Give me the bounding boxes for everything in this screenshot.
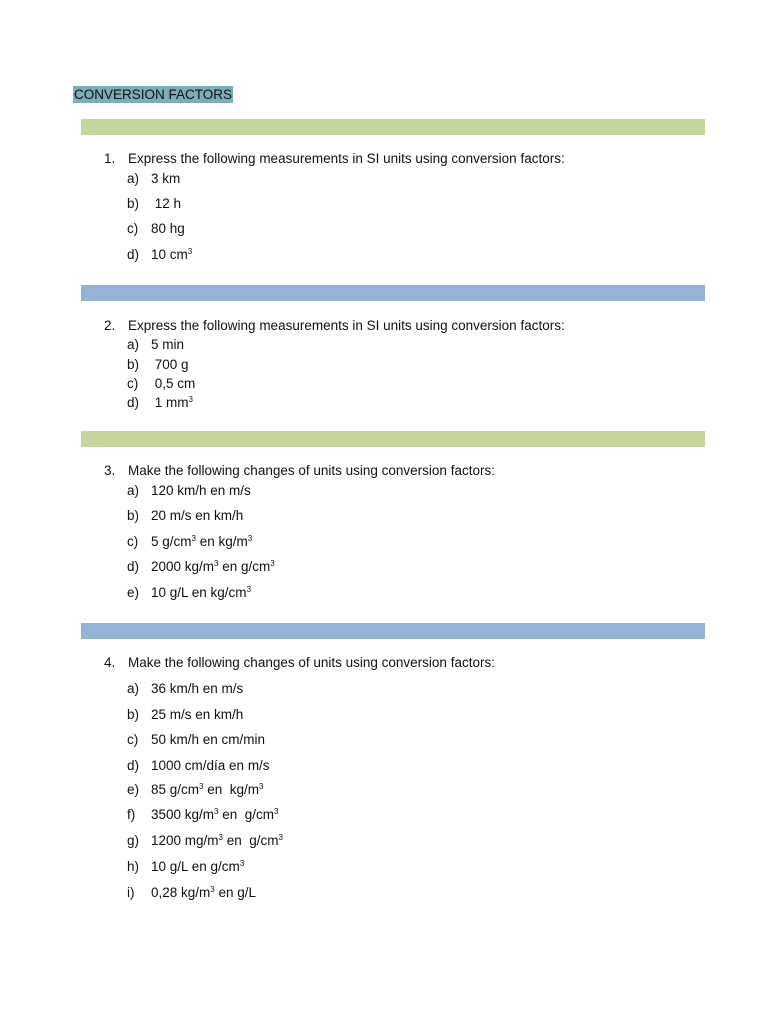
- item-letter: c): [127, 376, 139, 391]
- item-letter: b): [127, 508, 140, 523]
- superscript: 3: [218, 833, 223, 842]
- item-text: 10 g/L en kg/cm: [151, 585, 247, 600]
- item-text: 700 g: [151, 357, 189, 372]
- list-item: [127, 246, 192, 264]
- list-item: [127, 584, 251, 602]
- question-number: 4.: [104, 655, 116, 670]
- superscript: 3: [214, 807, 219, 816]
- list-item: [127, 507, 243, 525]
- superscript: 3: [199, 782, 204, 791]
- item-text: 0,5 cm: [151, 376, 196, 391]
- list-item: [127, 170, 180, 188]
- item-letter: c): [127, 221, 139, 236]
- item-letter: e): [127, 585, 140, 600]
- item-text-tail: en g/L: [214, 885, 257, 900]
- question-number: 1.: [104, 151, 116, 166]
- list-item: [127, 806, 278, 824]
- item-text: 10 g/L en g/cm: [151, 859, 240, 874]
- item-text: 85 g/cm: [151, 782, 200, 797]
- item-text: 120 km/h en m/s: [151, 483, 251, 498]
- question-4: [104, 654, 495, 672]
- item-letter: b): [127, 357, 140, 372]
- item-text: 1 mm: [151, 395, 189, 410]
- superscript: 3: [270, 559, 275, 568]
- list-item: [127, 394, 193, 412]
- list-item: [127, 533, 252, 551]
- item-letter: a): [127, 171, 140, 186]
- list-item: [127, 706, 243, 724]
- question-1: [104, 150, 565, 168]
- superscript: 3: [210, 885, 215, 894]
- superscript: 3: [274, 807, 279, 816]
- question-text: Make the following changes of units using conversion factors:: [128, 463, 495, 478]
- list-item: [127, 757, 270, 775]
- item-letter: a): [127, 337, 140, 352]
- item-letter: d): [127, 559, 140, 574]
- list-item: [127, 195, 181, 213]
- item-letter: d): [127, 395, 140, 410]
- item-letter: c): [127, 534, 139, 549]
- item-text-tail: en g/cm: [223, 833, 279, 848]
- section-divider-blue: [81, 285, 705, 301]
- question-text: Make the following changes of units using conversion factors:: [128, 655, 495, 670]
- item-text: 2000 kg/m: [151, 559, 215, 574]
- list-item: [127, 832, 283, 850]
- question-3: [104, 462, 495, 480]
- question-number: 2.: [104, 318, 116, 333]
- item-text-tail: en g/cm: [218, 807, 275, 822]
- item-letter: d): [127, 247, 140, 262]
- page-title: CONVERSION FACTORS: [74, 87, 233, 102]
- superscript: 3: [187, 247, 193, 256]
- item-text-tail: en g/cm: [218, 559, 271, 574]
- item-text: 25 m/s en km/h: [151, 707, 244, 722]
- item-text: 5 g/cm: [151, 534, 192, 549]
- item-letter: b): [127, 707, 140, 722]
- item-text: 3 km: [151, 171, 181, 186]
- superscript: 3: [188, 395, 193, 404]
- section-divider-blue: [81, 623, 705, 639]
- item-text-tail: en kg/m: [195, 534, 248, 549]
- list-item: [127, 356, 189, 374]
- item-letter: b): [127, 196, 140, 211]
- item-text: 80 hg: [151, 221, 185, 236]
- item-letter: c): [127, 732, 139, 747]
- list-item: [127, 336, 184, 354]
- item-text: 0,28 kg/m: [151, 885, 211, 900]
- superscript: 3: [214, 559, 219, 568]
- item-text: 50 km/h en cm/min: [151, 732, 266, 747]
- item-text: 10 cm: [151, 247, 188, 262]
- item-letter: e): [127, 782, 140, 797]
- question-number: 3.: [104, 463, 116, 478]
- item-letter: h): [127, 859, 140, 874]
- question-2: [104, 317, 565, 335]
- item-text: 3500 kg/m: [151, 807, 215, 822]
- section-divider-green: [81, 119, 705, 135]
- list-item: [127, 731, 265, 749]
- list-item: [127, 220, 185, 238]
- item-text: 1200 mg/m: [151, 833, 219, 848]
- list-item: [127, 884, 256, 902]
- superscript: 3: [246, 585, 252, 594]
- item-letter: f): [127, 807, 136, 822]
- list-item: [127, 558, 275, 576]
- list-item: [127, 781, 263, 799]
- item-letter: g): [127, 833, 140, 848]
- item-letter: i): [127, 885, 135, 900]
- item-text: 20 m/s en km/h: [151, 508, 244, 523]
- item-text: 12 h: [151, 196, 182, 211]
- section-divider-green: [81, 431, 705, 447]
- question-text: Express the following measurements in SI units using conversion factors:: [128, 151, 565, 166]
- superscript: 3: [259, 782, 264, 791]
- list-item: [127, 375, 195, 393]
- item-letter: a): [127, 681, 140, 696]
- item-letter: a): [127, 483, 140, 498]
- list-item: [127, 482, 251, 500]
- list-item: [127, 858, 244, 876]
- item-text: 1000 cm/día en m/s: [151, 758, 270, 773]
- item-text: 36 km/h en m/s: [151, 681, 244, 696]
- superscript: 3: [247, 534, 253, 543]
- item-letter: d): [127, 758, 140, 773]
- superscript: 3: [191, 534, 196, 543]
- superscript: 3: [239, 859, 245, 868]
- list-item: [127, 680, 243, 698]
- superscript: 3: [278, 833, 283, 842]
- question-text: Express the following measurements in SI units using conversion factors:: [128, 318, 565, 333]
- item-text-tail: en kg/m: [203, 782, 260, 797]
- item-text: 5 min: [151, 337, 185, 352]
